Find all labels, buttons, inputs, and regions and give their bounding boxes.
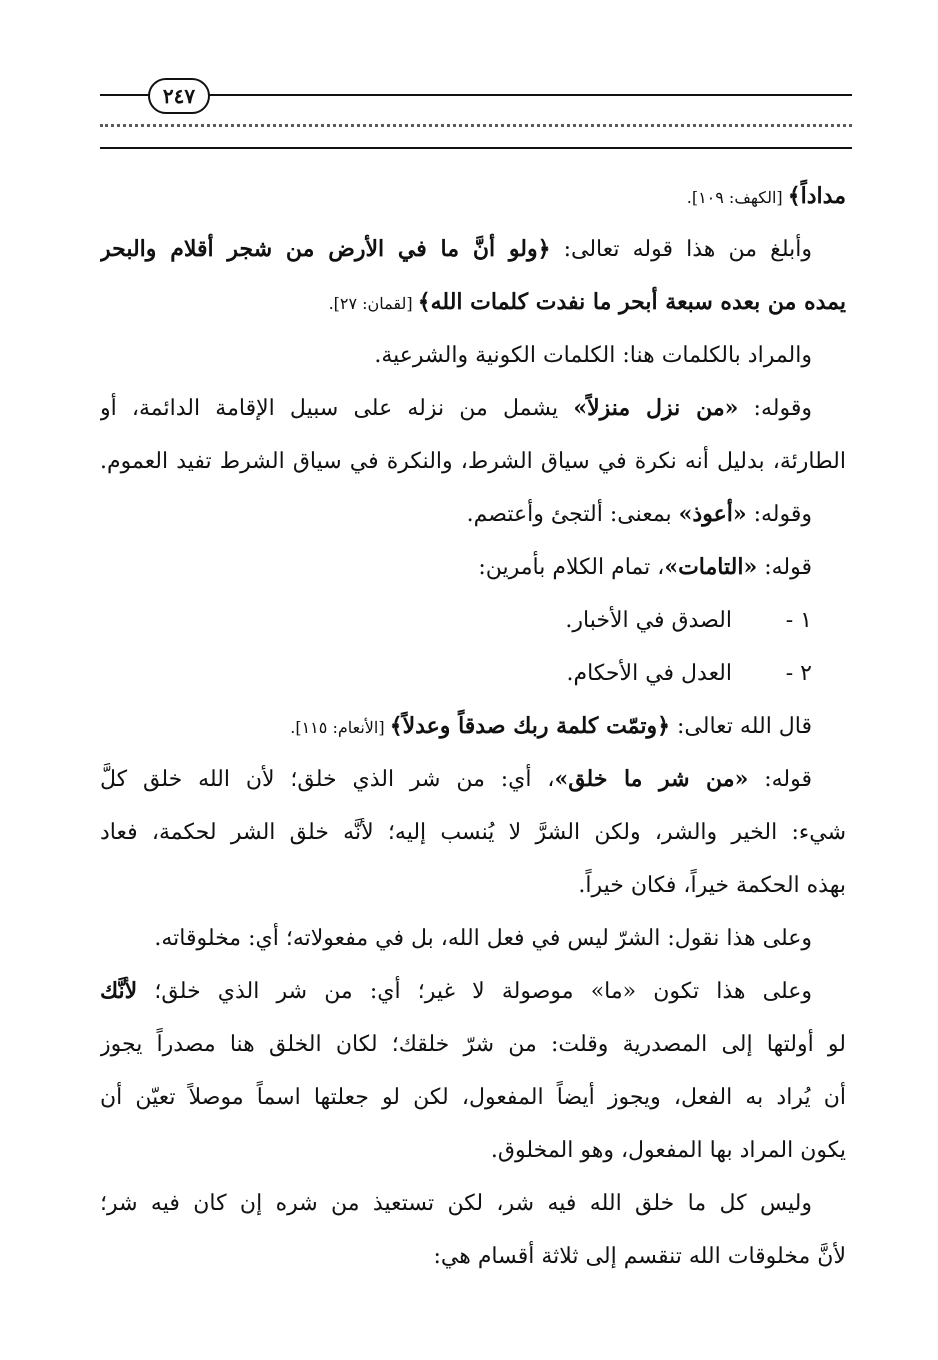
text-span: وعلى هذا نقول: الشرّ ليس في فعل الله، بل في مفعولاته؛ أي: مخلوقاته. [154,926,812,951]
page-number: ٢٤٧ [162,84,196,108]
text-span: بهذه الحكمة خيراً، فكان خيراً. [578,873,846,898]
verse-text: ﴿ولو أنَّ ما في الأرض من شجر أقلام والبحر [100,236,551,262]
verse-end: مداداً [800,183,846,209]
text-span: لو أولتها إلى المصدرية وقلت: من شرّ خلقك؛ لكان الخلق هنا مصدراً يجوز [100,1032,846,1057]
list-number: ١ - [785,608,812,633]
text-span: وقوله: [738,396,812,421]
verse-bracket: ﴾ [787,183,801,209]
verse-reference: [لقمان: ٢٧]. [328,294,418,313]
text-span: وأبلغ من هذا قوله تعالى: [550,237,812,262]
text-line-20 [100,1177,846,1230]
text-span: وليس كل ما خلق الله فيه شر، لكن تستعيذ من شره إن كان فيه شر؛ [100,1191,812,1216]
text-span: بمعنى: ألتجئ وأعتصم. [466,502,679,527]
text-span: وعلى هذا تكون «ما» موصولة لا غير؛ أي: من شر الذي خلق؛ [137,979,812,1004]
text-line-12 [100,753,846,806]
text-span: أن يُراد به الفعل، ويجوز أيضاً المفعول، لكن لو جعلتها اسماً موصلاً تعيّن أن [100,1085,846,1110]
text-line-2 [100,223,846,276]
text-span: شيء: الخير والشر، ولكن الشرَّ لا يُنسب إليه؛ لأنَّه خلق الشر لحكمة، فعاد [100,820,846,845]
page-body [100,170,846,1283]
text-span: ، أي: من شر الذي خلق؛ لأن الله خلق كلَّ [100,767,555,792]
text-line-7 [100,488,846,541]
text-line-14 [100,859,846,912]
page-number-badge [148,78,210,114]
text-line-18 [100,1071,846,1124]
text-line-16 [100,965,846,1018]
text-span: الطارئة، بدليل أنه نكرة في سياق الشرط، والنكرة في سياق الشرط تفيد العموم. [100,449,846,474]
text-line-1 [100,170,846,223]
text-span: وقوله: [746,502,812,527]
text-span: لأنَّ مخلوقات الله تنقسم إلى ثلاثة أقسام هي: [433,1244,846,1269]
text-line-17 [100,1018,846,1071]
verse-reference: [الكهف: ١٠٩]. [686,188,788,207]
text-span: قوله: [757,555,812,580]
list-item-1 [100,594,846,647]
text-span: قوله: [748,767,812,792]
text-line-4 [100,329,846,382]
text-line-15 [100,912,846,965]
text-line-21 [100,1230,846,1283]
text-line-19 [100,1124,846,1177]
header-top-rule [100,94,852,96]
list-item-2 [100,647,846,700]
header-dotted-rule [100,124,852,133]
text-line-3 [100,276,846,329]
quoted-term: «التامات» [664,554,758,580]
text-line-13 [100,806,846,859]
verse-reference: [الأنعام: ١١٥]. [290,718,390,737]
text-span: قال الله تعالى: [670,714,812,739]
verse-text: يمده من بعده سبعة أبحر ما نفدت كلمات الله﴾ [417,289,846,315]
text-line-8 [100,541,846,594]
text-line-5 [100,382,846,435]
text-span: والمراد بالكلمات هنا: الكلمات الكونية والشرعية. [374,343,812,368]
text-line-11 [100,700,846,753]
text-line-6 [100,435,846,488]
text-span: ، تمام الكلام بأمرين: [478,555,665,580]
verse-text: ﴿وتمّت كلمة ربك صدقاً وعدلاً﴾ [389,713,671,739]
text-span: يكون المراد بها المفعول، وهو المخلوق. [490,1138,846,1163]
quoted-term: «من شر ما خلق» [554,766,749,792]
text-span: يشمل من نزله على سبيل الإقامة الدائمة، أو [100,396,574,421]
page-header [100,70,852,160]
quoted-term: «من نزل منزلاً» [573,395,739,421]
quoted-term: «أعوذ» [678,501,747,527]
text-span-bold: لأنَّك [100,978,138,1004]
list-text: العدل في الأحكام. [566,661,732,686]
list-number: ٢ - [785,661,812,686]
header-bottom-rule [100,147,852,149]
list-text: الصدق في الأخبار. [565,608,732,633]
